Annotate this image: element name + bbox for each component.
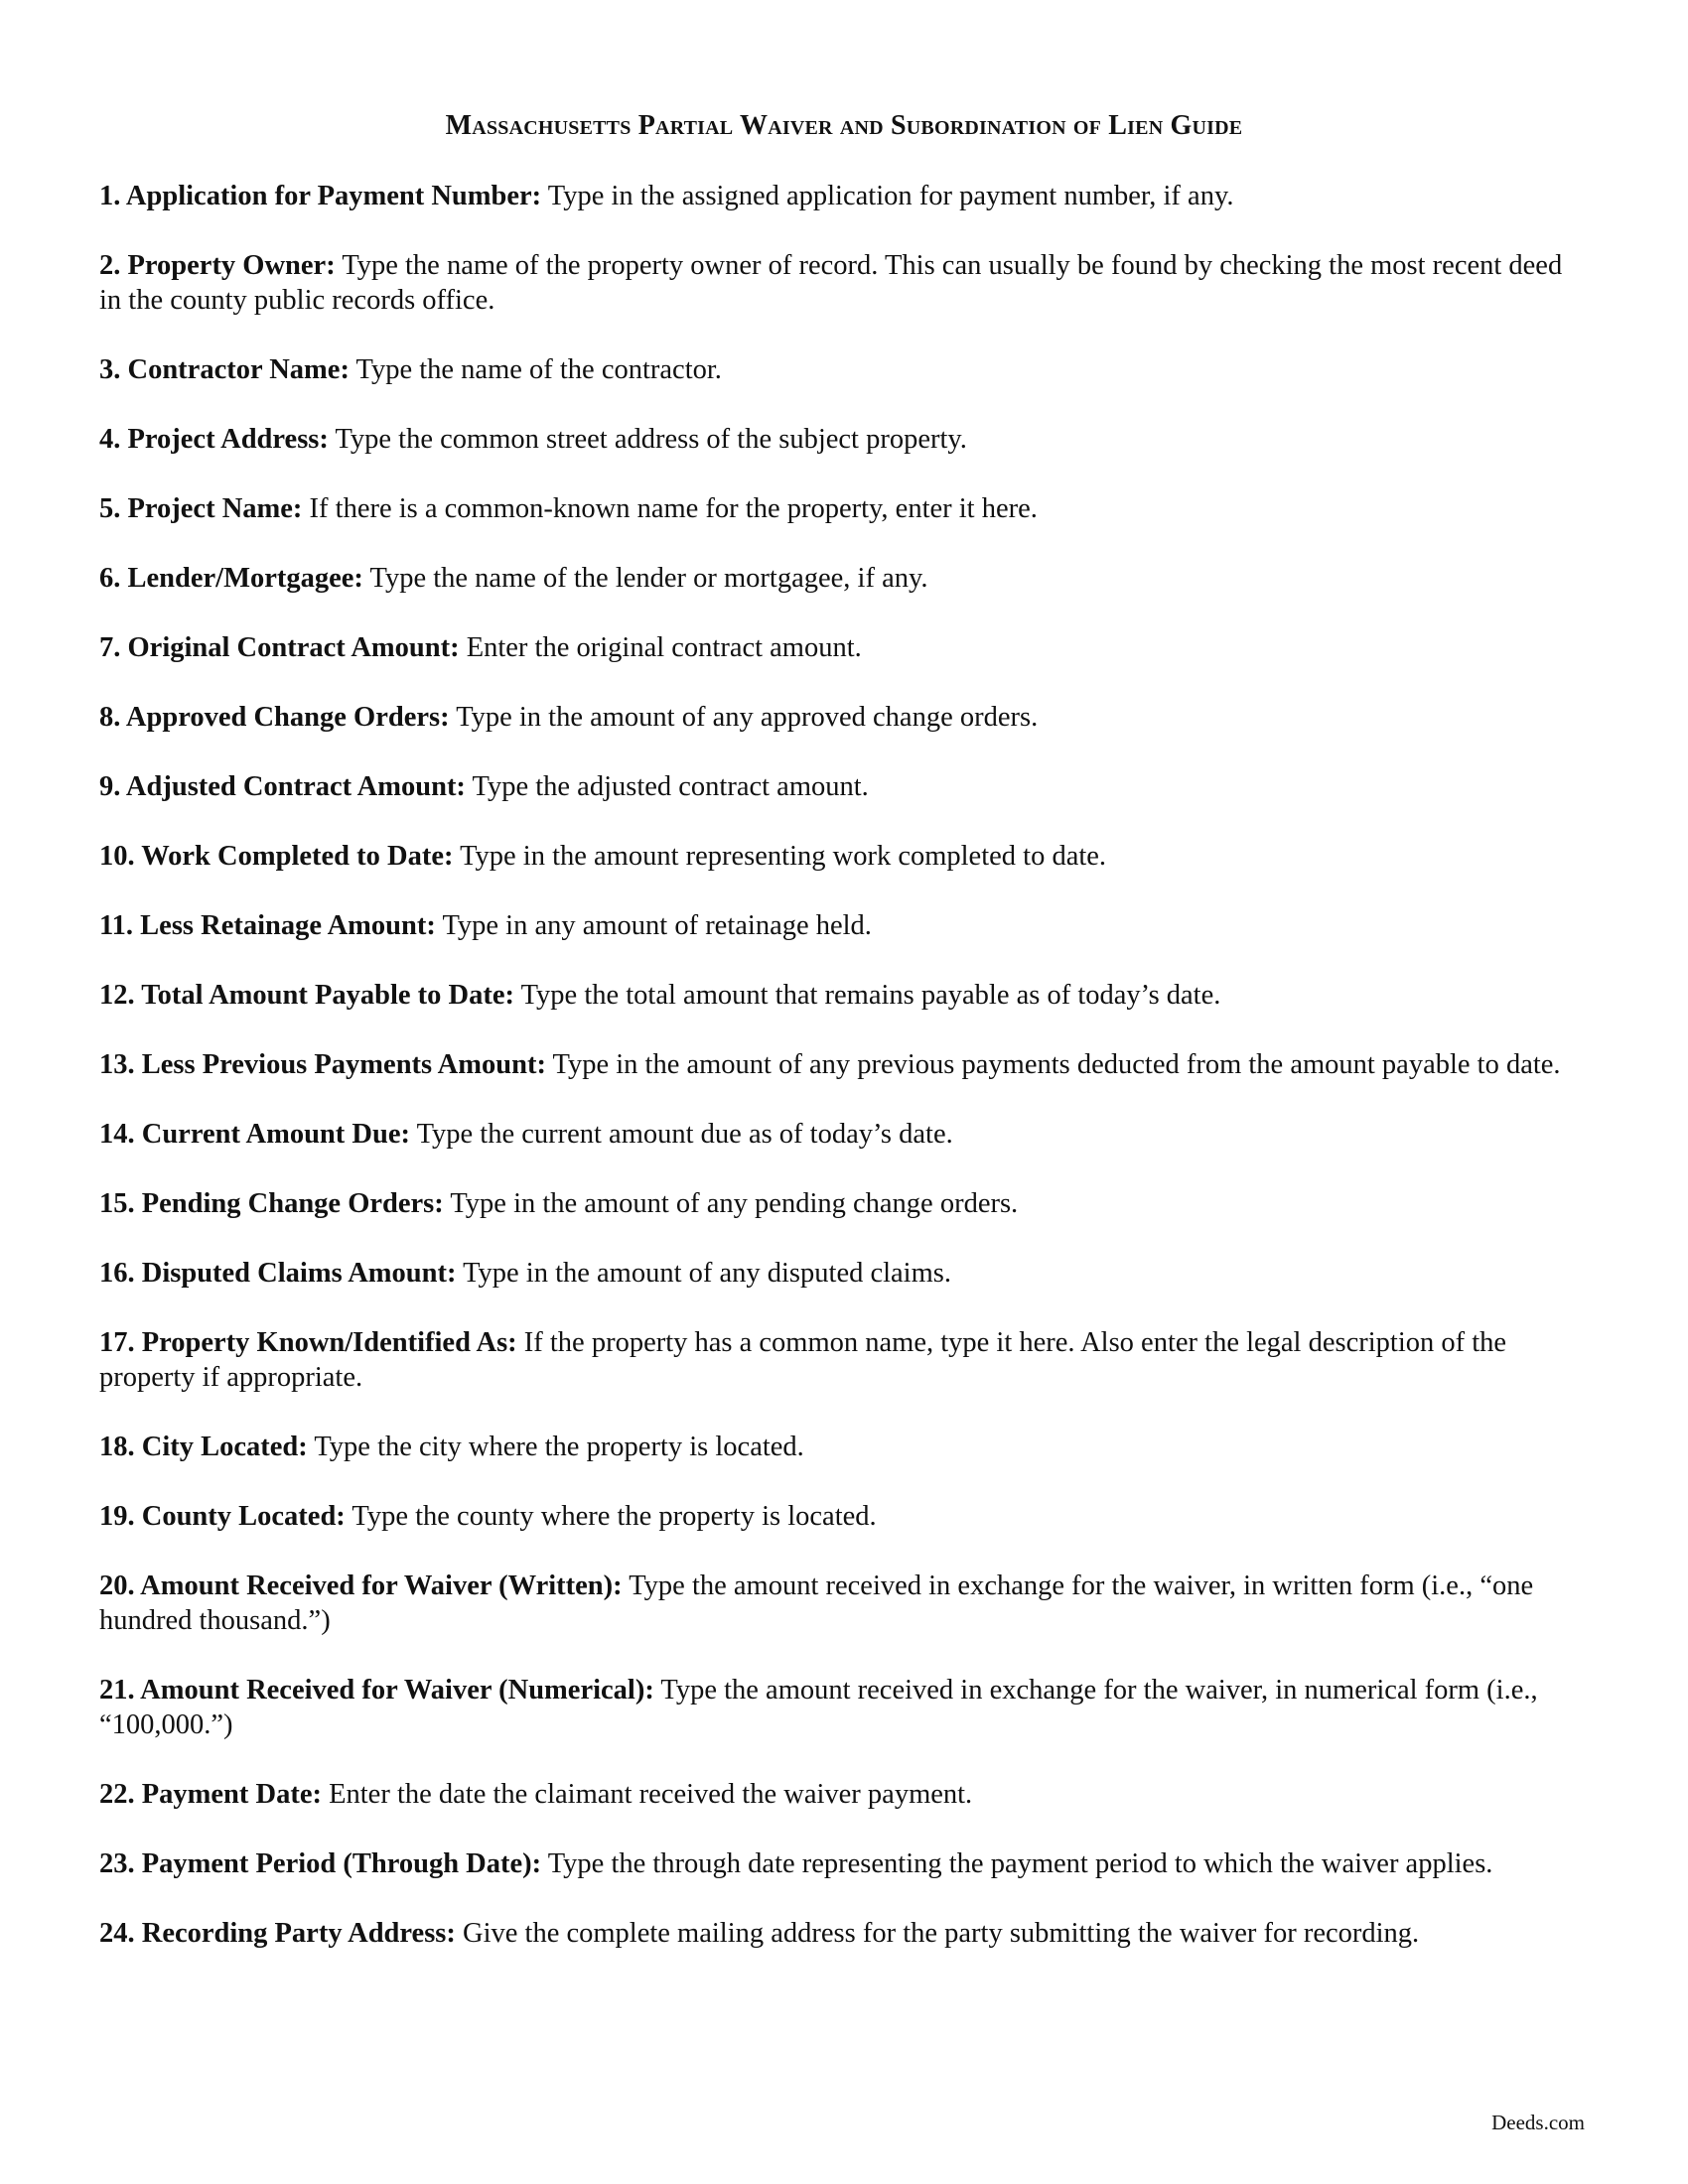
item-label: 7. Original Contract Amount: bbox=[99, 632, 460, 663]
item-label: 24. Recording Party Address: bbox=[99, 1918, 456, 1949]
item-label: 18. City Located: bbox=[99, 1432, 308, 1462]
guide-item bbox=[99, 978, 1589, 1013]
item-text: Type the total amount that remains payable as of today’s date. bbox=[514, 980, 1221, 1011]
item-text: Type in the assigned application for payment number, if any. bbox=[541, 181, 1234, 211]
item-label: 17. Property Known/Identified As: bbox=[99, 1327, 517, 1358]
item-text: Enter the original contract amount. bbox=[459, 632, 862, 663]
item-text: Give the complete mailing address for the party submitting the waiver for recording. bbox=[455, 1918, 1420, 1949]
item-text: Type in the amount representing work completed to date. bbox=[453, 841, 1107, 872]
guide-item bbox=[99, 1186, 1589, 1221]
item-label: 15. Pending Change Orders: bbox=[99, 1188, 444, 1219]
item-text: Type the through date representing the payment period to which the waiver applies. bbox=[541, 1848, 1493, 1879]
item-text: Type the city where the property is located. bbox=[307, 1432, 804, 1462]
item-label: 13. Less Previous Payments Amount: bbox=[99, 1049, 546, 1080]
item-label: 14. Current Amount Due: bbox=[99, 1119, 410, 1150]
item-text: Type the name of the lender or mortgagee, if any. bbox=[362, 563, 928, 594]
guide-item bbox=[99, 1846, 1589, 1881]
item-label: 20. Amount Received for Waiver (Written): bbox=[99, 1570, 623, 1601]
guide-item bbox=[99, 422, 1589, 457]
item-text: Type the county where the property is located. bbox=[345, 1501, 877, 1532]
item-text: Type in any amount of retainage held. bbox=[435, 910, 872, 941]
item-label: 23. Payment Period (Through Date): bbox=[99, 1848, 542, 1879]
guide-item bbox=[99, 561, 1589, 596]
guide-item bbox=[99, 1777, 1589, 1812]
guide-item bbox=[99, 700, 1589, 735]
item-text: Type the common street address of the subject property. bbox=[328, 424, 967, 455]
footer-brand: Deeds.com bbox=[1491, 2111, 1585, 2134]
guide-item bbox=[99, 908, 1589, 943]
item-label: 11. Less Retainage Amount: bbox=[99, 910, 436, 941]
guide-item bbox=[99, 1673, 1589, 1742]
guide-item bbox=[99, 1256, 1589, 1291]
item-label: 3. Contractor Name: bbox=[99, 354, 350, 385]
item-text: Type the amount received in exchange for the waiver, in numerical form (i.e., “100,000.”) bbox=[99, 1675, 1538, 1740]
item-label: 5. Project Name: bbox=[99, 493, 303, 524]
item-text: If the property has a common name, type it here. Also enter the legal description of the property if appropriate. bbox=[99, 1327, 1507, 1393]
guide-item bbox=[99, 491, 1589, 526]
item-text: Type the adjusted contract amount. bbox=[465, 771, 869, 802]
guide-item bbox=[99, 1117, 1589, 1152]
item-label: 21. Amount Received for Waiver (Numerical): bbox=[99, 1675, 654, 1706]
item-text: Type in the amount of any previous payments deducted from the amount payable to date. bbox=[545, 1049, 1561, 1080]
item-label: 19. County Located: bbox=[99, 1501, 346, 1532]
item-text: Type in the amount of any disputed claims. bbox=[456, 1258, 951, 1289]
guide-item bbox=[99, 769, 1589, 804]
guide-item bbox=[99, 1916, 1589, 1951]
guide-item bbox=[99, 248, 1589, 318]
item-label: 2. Property Owner: bbox=[99, 250, 336, 281]
item-label: 6. Lender/Mortgagee: bbox=[99, 563, 363, 594]
item-label: 16. Disputed Claims Amount: bbox=[99, 1258, 457, 1289]
item-label: 22. Payment Date: bbox=[99, 1779, 322, 1810]
item-text: Type the name of the property owner of record. This can usually be found by checking the most recent deed in the county public records office. bbox=[99, 250, 1563, 316]
item-text: Enter the date the claimant received the waiver payment. bbox=[321, 1779, 973, 1810]
item-text: Type the name of the contractor. bbox=[349, 354, 722, 385]
item-text: Type the current amount due as of today’s date. bbox=[409, 1119, 953, 1150]
item-text: Type in the amount of any pending change orders. bbox=[443, 1188, 1019, 1219]
guide-item bbox=[99, 1499, 1589, 1534]
item-label: 4. Project Address: bbox=[99, 424, 329, 455]
guide-item bbox=[99, 1430, 1589, 1464]
guide-item bbox=[99, 1569, 1589, 1638]
guide-item bbox=[99, 352, 1589, 387]
page-title: Massachusetts Partial Waiver and Subordination of Lien Guide bbox=[445, 110, 1243, 141]
item-text: Type in the amount of any approved change orders. bbox=[449, 702, 1039, 733]
item-text: Type the amount received in exchange for the waiver, in written form (i.e., “one hundred thousand.”) bbox=[99, 1570, 1534, 1636]
guide-item bbox=[99, 1325, 1589, 1395]
item-label: 1. Application for Payment Number: bbox=[99, 181, 542, 211]
item-label: 8. Approved Change Orders: bbox=[99, 702, 450, 733]
item-text: If there is a common-known name for the property, enter it here. bbox=[302, 493, 1038, 524]
item-label: 9. Adjusted Contract Amount: bbox=[99, 771, 466, 802]
guide-item bbox=[99, 1047, 1589, 1082]
guide-items-list bbox=[99, 179, 1589, 1985]
guide-item bbox=[99, 630, 1589, 665]
item-label: 10. Work Completed to Date: bbox=[99, 841, 454, 872]
guide-item bbox=[99, 839, 1589, 874]
item-label: 12. Total Amount Payable to Date: bbox=[99, 980, 515, 1011]
guide-item bbox=[99, 179, 1589, 213]
